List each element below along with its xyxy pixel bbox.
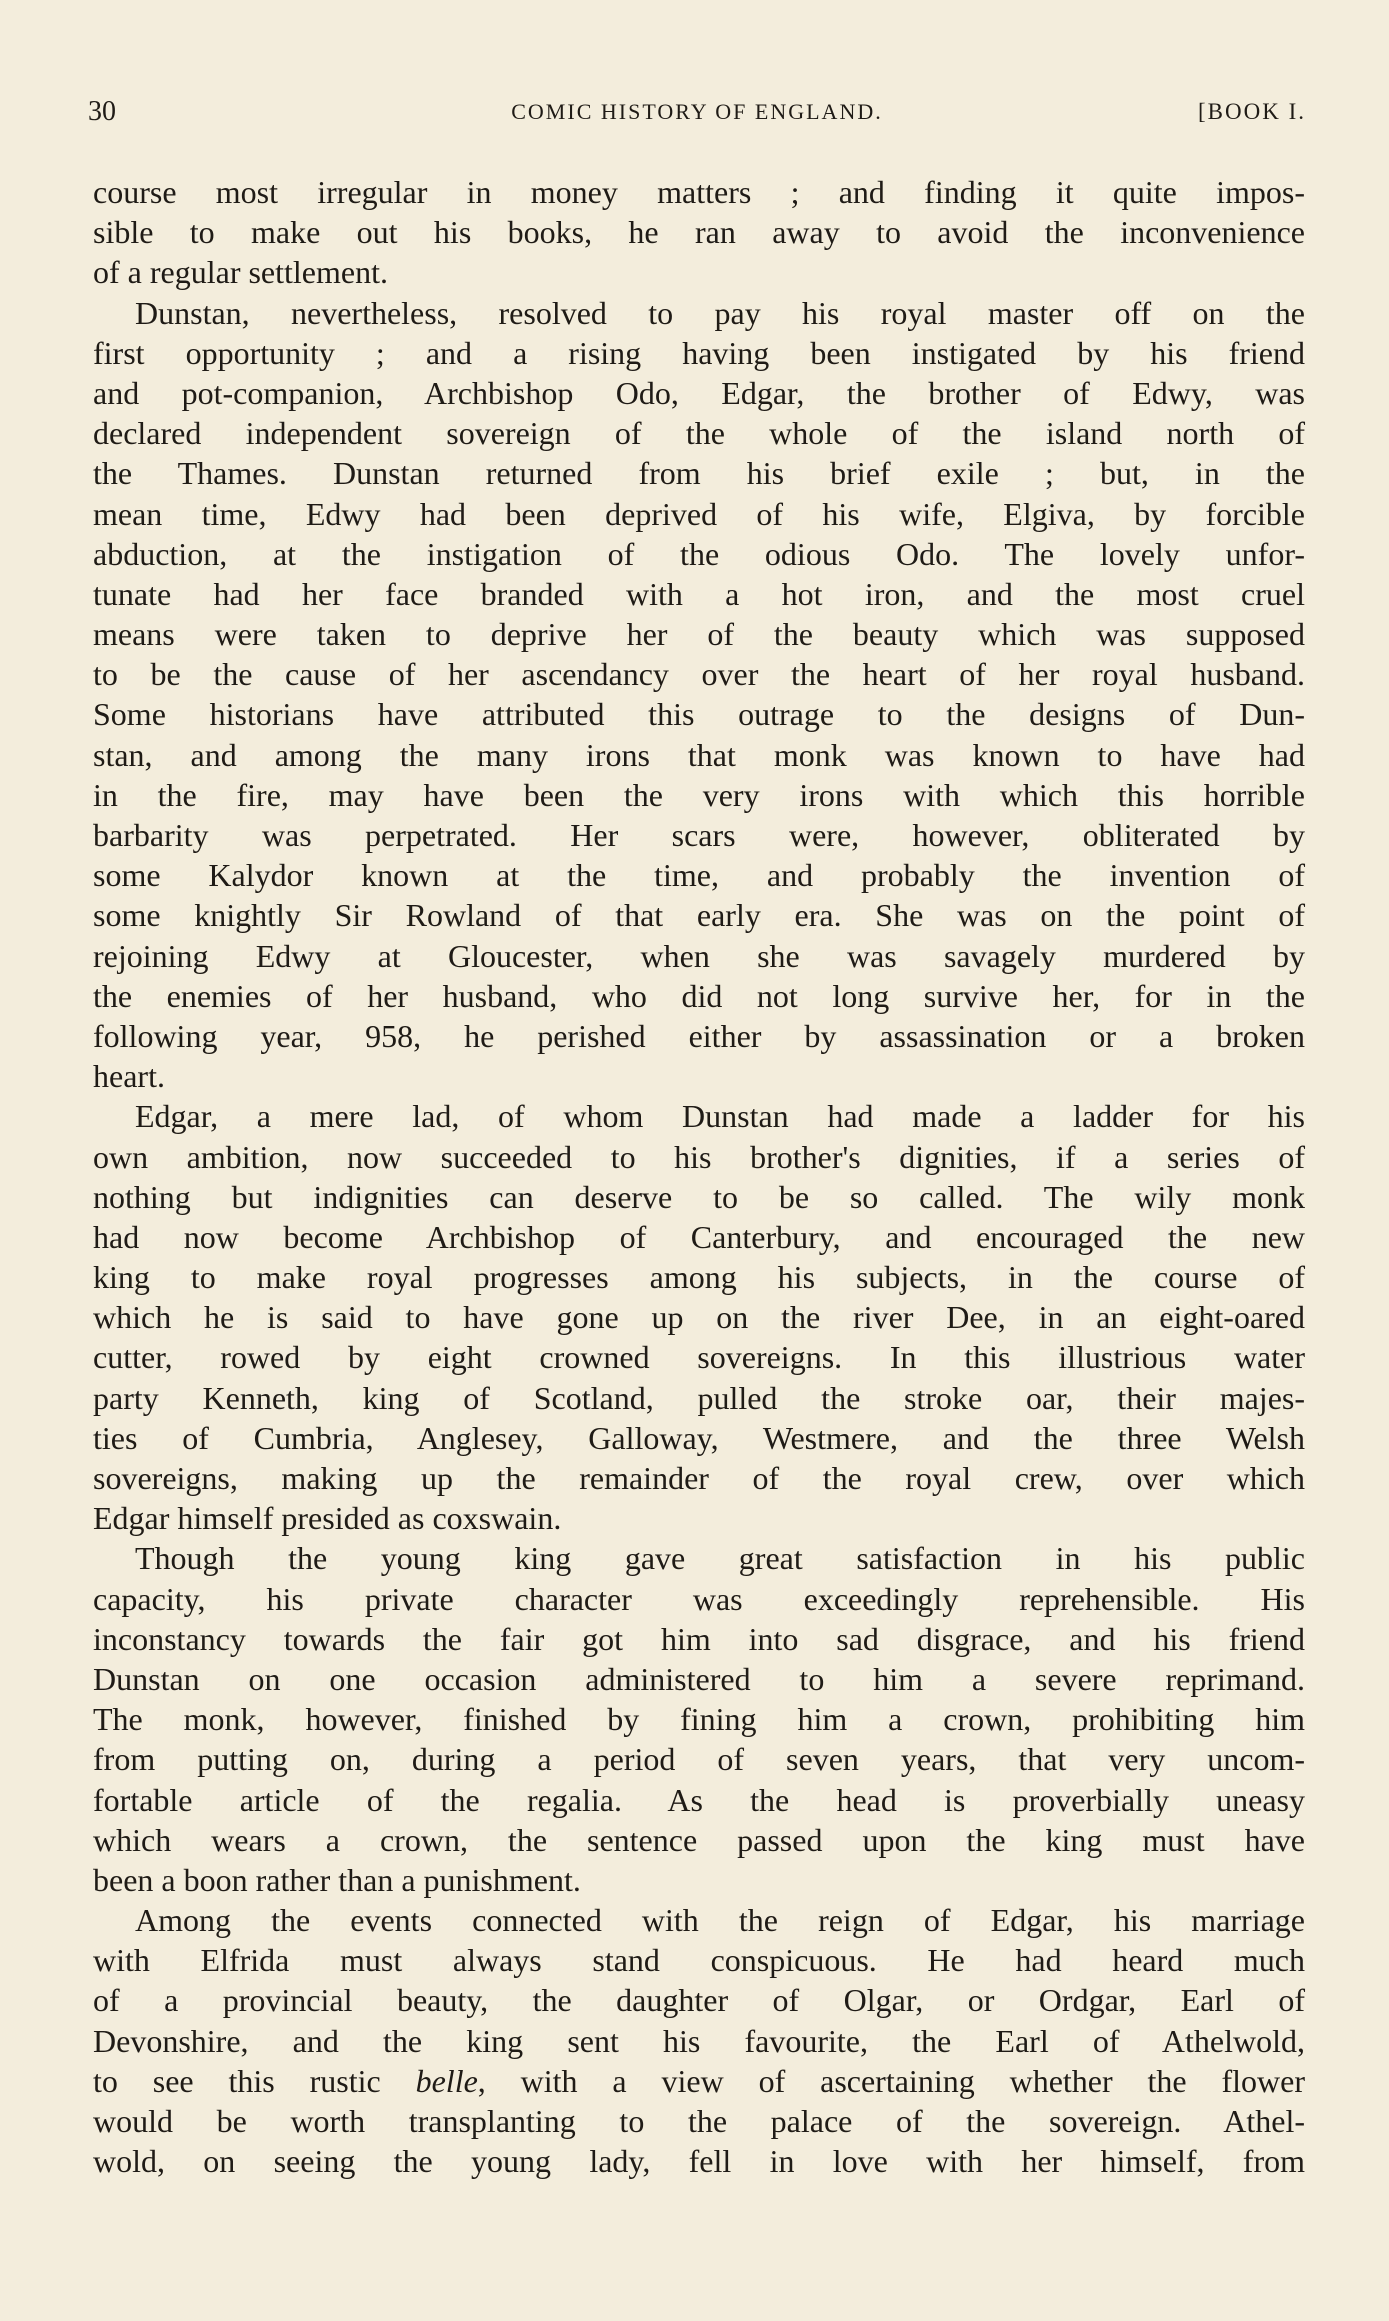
text-line: Dunstan on one occasion administered to him a severe reprimand. (93, 1660, 1305, 1697)
running-head (88, 92, 1306, 132)
text-line: the Thames. Dunstan returned from his brief exile ; but, in the (93, 455, 1305, 492)
text-line: king to make royal progresses among his subjects, in the course of (93, 1259, 1305, 1296)
text-line: some knightly Sir Rowland of that early era. She was on the point of (93, 897, 1305, 934)
text-line: to see this rustic belle, with a view of ascertaining whether the flower (93, 2062, 1306, 2099)
section-reference: [BOOK I. (1198, 99, 1306, 124)
book-title: COMIC HISTORY OF ENGLAND. (511, 99, 883, 124)
text-line: first opportunity ; and a rising having been instigated by his friend (93, 334, 1305, 371)
text-line: own ambition, now succeeded to his brother's dignities, if a series of (93, 1138, 1305, 1175)
body-text (93, 172, 1305, 2181)
text-line: party Kenneth, king of Scotland, pulled the stroke oar, their majes- (93, 1379, 1305, 1416)
text-line: Though the young king gave great satisfaction in his public (135, 1540, 1305, 1577)
text-line: of a provincial beauty, the daughter of Olgar, or Ordgar, Earl of (93, 1982, 1305, 2019)
text-line: of a regular settlement. (93, 254, 388, 291)
text-line: rejoining Edwy at Gloucester, when she was savagely murdered by (93, 937, 1305, 974)
text-line: tunate had her face branded with a hot iron, and the most cruel (93, 575, 1305, 612)
text-line: stan, and among the many irons that monk was known to have had (93, 736, 1305, 773)
text-line: Edgar himself presided as coxswain. (93, 1500, 562, 1537)
text-line: following year, 958, he perished either by assassination or a broken (93, 1017, 1305, 1054)
text-line: been a boon rather than a punishment. (93, 1861, 581, 1898)
text-line: from putting on, during a period of seven years, that very uncom- (93, 1741, 1305, 1778)
text-line: some Kalydor known at the time, and probably the invention of (93, 857, 1305, 894)
text-line: inconstancy towards the fair got him into sad disgrace, and his friend (93, 1620, 1305, 1657)
text-line: would be worth transplanting to the palace of the sovereign. Athel- (93, 2103, 1305, 2139)
text-line: mean time, Edwy had been deprived of his wife, Elgiva, by forcible (93, 495, 1305, 532)
text-line: capacity, his private character was exceedingly reprehensible. His (93, 1580, 1305, 1617)
text-line: to be the cause of her ascendancy over the heart of her royal husband. (93, 656, 1305, 693)
text-line: declared independent sovereign of the whole of the island north of (93, 415, 1305, 452)
text-line: means were taken to deprive her of the beauty which was supposed (93, 616, 1305, 653)
text-line: which he is said to have gone up on the river Dee, in an eight-oared (93, 1299, 1305, 1336)
text-line: Edgar, a mere lad, of whom Dunstan had made a ladder for his (135, 1098, 1305, 1135)
text-line: sovereigns, making up the remainder of the royal crew, over which (93, 1460, 1305, 1496)
text-line: The monk, however, finished by fining him a crown, prohibiting him (93, 1701, 1305, 1738)
text-line: Dunstan, nevertheless, resolved to pay his royal master off on the (135, 294, 1305, 331)
text-line: abduction, at the instigation of the odious Odo. The lovely unfor- (93, 535, 1305, 572)
text-line: Among the events connected with the reign of Edgar, his marriage (135, 1902, 1305, 1939)
text-line: nothing but indignities can deserve to be so called. The wily monk (93, 1178, 1305, 1215)
text-line: which wears a crown, the sentence passed upon the king must have (93, 1821, 1305, 1858)
text-line: barbarity was perpetrated. Her scars were, however, obliterated by (93, 817, 1305, 853)
text-line: in the fire, may have been the very irons with which this horrible (93, 776, 1305, 813)
text-line: fortable article of the regalia. As the head is proverbially uneasy (93, 1781, 1305, 1818)
text-line: cutter, rowed by eight crowned sovereigns. In this illustrious water (93, 1339, 1305, 1376)
text-line: and pot-companion, Archbishop Odo, Edgar, the brother of Edwy, was (93, 374, 1305, 411)
text-line: had now become Archbishop of Canterbury, and encouraged the new (93, 1218, 1305, 1255)
text-line: with Elfrida must always stand conspicuous. He had heard much (93, 1942, 1305, 1979)
text-line: the enemies of her husband, who did not long survive her, for in the (93, 977, 1305, 1014)
text-line: wold, on seeing the young lady, fell in love with her himself, from (93, 2143, 1305, 2180)
text-line: Some historians have attributed this outrage to the designs of Dun- (93, 696, 1305, 733)
page-number: 30 (88, 96, 116, 127)
text-line: course most irregular in money matters ; and finding it quite impos- (93, 174, 1305, 210)
text-line: heart. (93, 1058, 165, 1095)
text-line: sible to make out his books, he ran away to avoid the inconvenience (93, 214, 1305, 251)
text-line: Devonshire, and the king sent his favourite, the Earl of Athelwold, (93, 2022, 1305, 2059)
text-line: ties of Cumbria, Anglesey, Galloway, Westmere, and the three Welsh (93, 1419, 1305, 1456)
